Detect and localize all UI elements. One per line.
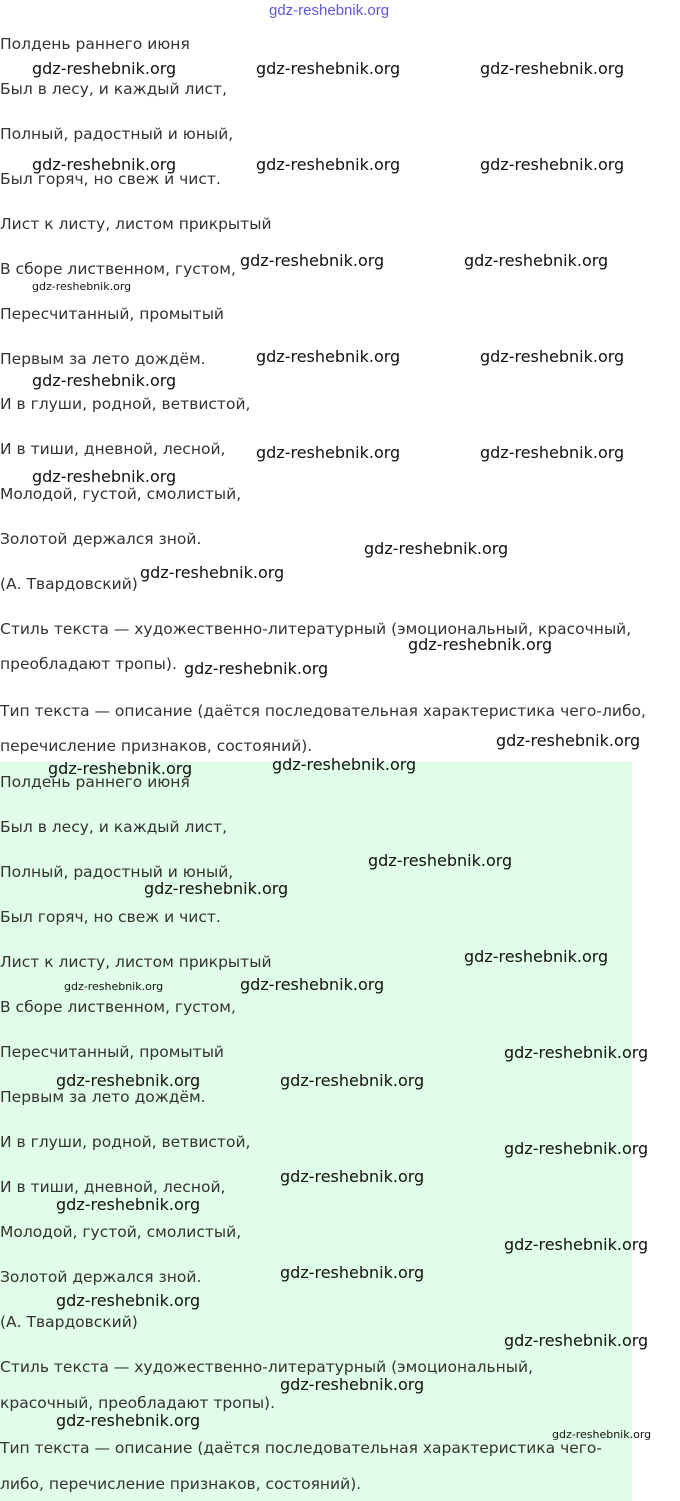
poem-line: Полный, радостный и юный, <box>0 125 234 143</box>
poem-line: Молодой, густой, смолистый, <box>0 1223 242 1241</box>
watermark: gdz-reshebnik.org <box>240 251 385 270</box>
watermark: gdz-reshebnik.org <box>280 1167 425 1186</box>
watermark: gdz-reshebnik.org <box>56 1071 201 1090</box>
header-watermark: gdz-reshebnik.org <box>269 2 390 19</box>
poem-author: (А. Твардовский) <box>0 575 138 593</box>
watermark: gdz-reshebnik.org <box>504 1043 649 1062</box>
watermark: gdz-reshebnik.org <box>364 539 509 558</box>
watermark: gdz-reshebnik.org <box>480 59 625 78</box>
poem-line: И в тиши, дневной, лесной, <box>0 440 226 458</box>
poem-author: (А. Твардовский) <box>0 1313 138 1331</box>
style-description: преобладают тропы). <box>0 655 177 673</box>
poem-line: Пересчитанный, промытый <box>0 1043 225 1061</box>
style-description: Стиль текста — художественно-литературный (эмоциональный, <box>0 1358 534 1376</box>
poem-line: В сборе лиственном, густом, <box>0 260 236 278</box>
poem-line: Был горяч, но свеж и чист. <box>0 170 221 188</box>
style-description: красочный, преобладают тропы). <box>0 1394 276 1412</box>
poem-line: В сборе лиственном, густом, <box>0 998 236 1016</box>
watermark: gdz-reshebnik.org <box>56 1291 201 1310</box>
watermark: gdz-reshebnik.org <box>256 59 401 78</box>
watermark: gdz-reshebnik.org <box>140 563 285 582</box>
watermark: gdz-reshebnik.org <box>464 947 609 966</box>
poem-line: И в глуши, родной, ветвистой, <box>0 1133 251 1151</box>
type-description: либо, перечисление признаков, состояний). <box>0 1475 362 1493</box>
watermark: gdz-reshebnik.org <box>504 1235 649 1254</box>
watermark: gdz-reshebnik.org <box>32 280 132 293</box>
watermark: gdz-reshebnik.org <box>408 635 553 654</box>
watermark: gdz-reshebnik.org <box>496 731 641 750</box>
poem-line: Золотой держался зной. <box>0 1268 202 1286</box>
watermark: gdz-reshebnik.org <box>480 347 625 366</box>
watermark: gdz-reshebnik.org <box>552 1428 652 1441</box>
type-description: перечисление признаков, состояний). <box>0 737 313 755</box>
poem-line: Лист к листу, листом прикрытый <box>0 215 272 233</box>
watermark: gdz-reshebnik.org <box>504 1139 649 1158</box>
poem-line: Полдень раннего июня <box>0 773 190 791</box>
watermark: gdz-reshebnik.org <box>56 1195 201 1214</box>
watermark: gdz-reshebnik.org <box>32 155 177 174</box>
watermark: gdz-reshebnik.org <box>240 975 385 994</box>
type-description: Тип текста — описание (даётся последовательная характеристика чего- <box>0 1439 602 1457</box>
poem-line: Первым за лето дождём. <box>0 1088 206 1106</box>
watermark: gdz-reshebnik.org <box>280 1071 425 1090</box>
poem-line: Пересчитанный, промытый <box>0 305 225 323</box>
watermark: gdz-reshebnik.org <box>32 467 177 486</box>
type-description: Тип текста — описание (даётся последовательная характеристика чего-либо, <box>0 702 646 720</box>
poem-line: Золотой держался зной. <box>0 530 202 548</box>
watermark: gdz-reshebnik.org <box>32 59 177 78</box>
watermark: gdz-reshebnik.org <box>256 155 401 174</box>
poem-line: Полдень раннего июня <box>0 35 190 53</box>
poem-line: Молодой, густой, смолистый, <box>0 485 242 503</box>
watermark: gdz-reshebnik.org <box>272 755 417 774</box>
watermark: gdz-reshebnik.org <box>56 1411 201 1430</box>
style-description: Стиль текста — художественно-литературный (эмоциональный, красочный, <box>0 620 632 638</box>
watermark: gdz-reshebnik.org <box>464 251 609 270</box>
poem-line: Лист к листу, листом прикрытый <box>0 953 272 971</box>
poem-line: Был в лесу, и каждый лист, <box>0 818 227 836</box>
watermark: gdz-reshebnik.org <box>368 851 513 870</box>
watermark: gdz-reshebnik.org <box>256 347 401 366</box>
watermark: gdz-reshebnik.org <box>48 759 193 778</box>
watermark: gdz-reshebnik.org <box>280 1375 425 1394</box>
poem-line: Был в лесу, и каждый лист, <box>0 80 227 98</box>
watermark: gdz-reshebnik.org <box>64 980 164 993</box>
watermark: gdz-reshebnik.org <box>504 1331 649 1350</box>
watermark: gdz-reshebnik.org <box>184 659 329 678</box>
watermark: gdz-reshebnik.org <box>280 1263 425 1282</box>
watermark: gdz-reshebnik.org <box>480 155 625 174</box>
poem-line: Полный, радостный и юный, <box>0 863 234 881</box>
watermark: gdz-reshebnik.org <box>32 371 177 390</box>
poem-line: Был горяч, но свеж и чист. <box>0 908 221 926</box>
watermark: gdz-reshebnik.org <box>256 443 401 462</box>
watermark: gdz-reshebnik.org <box>144 879 289 898</box>
watermark: gdz-reshebnik.org <box>480 443 625 462</box>
poem-line: Первым за лето дождём. <box>0 350 206 368</box>
poem-line: И в глуши, родной, ветвистой, <box>0 395 251 413</box>
poem-line: И в тиши, дневной, лесной, <box>0 1178 226 1196</box>
